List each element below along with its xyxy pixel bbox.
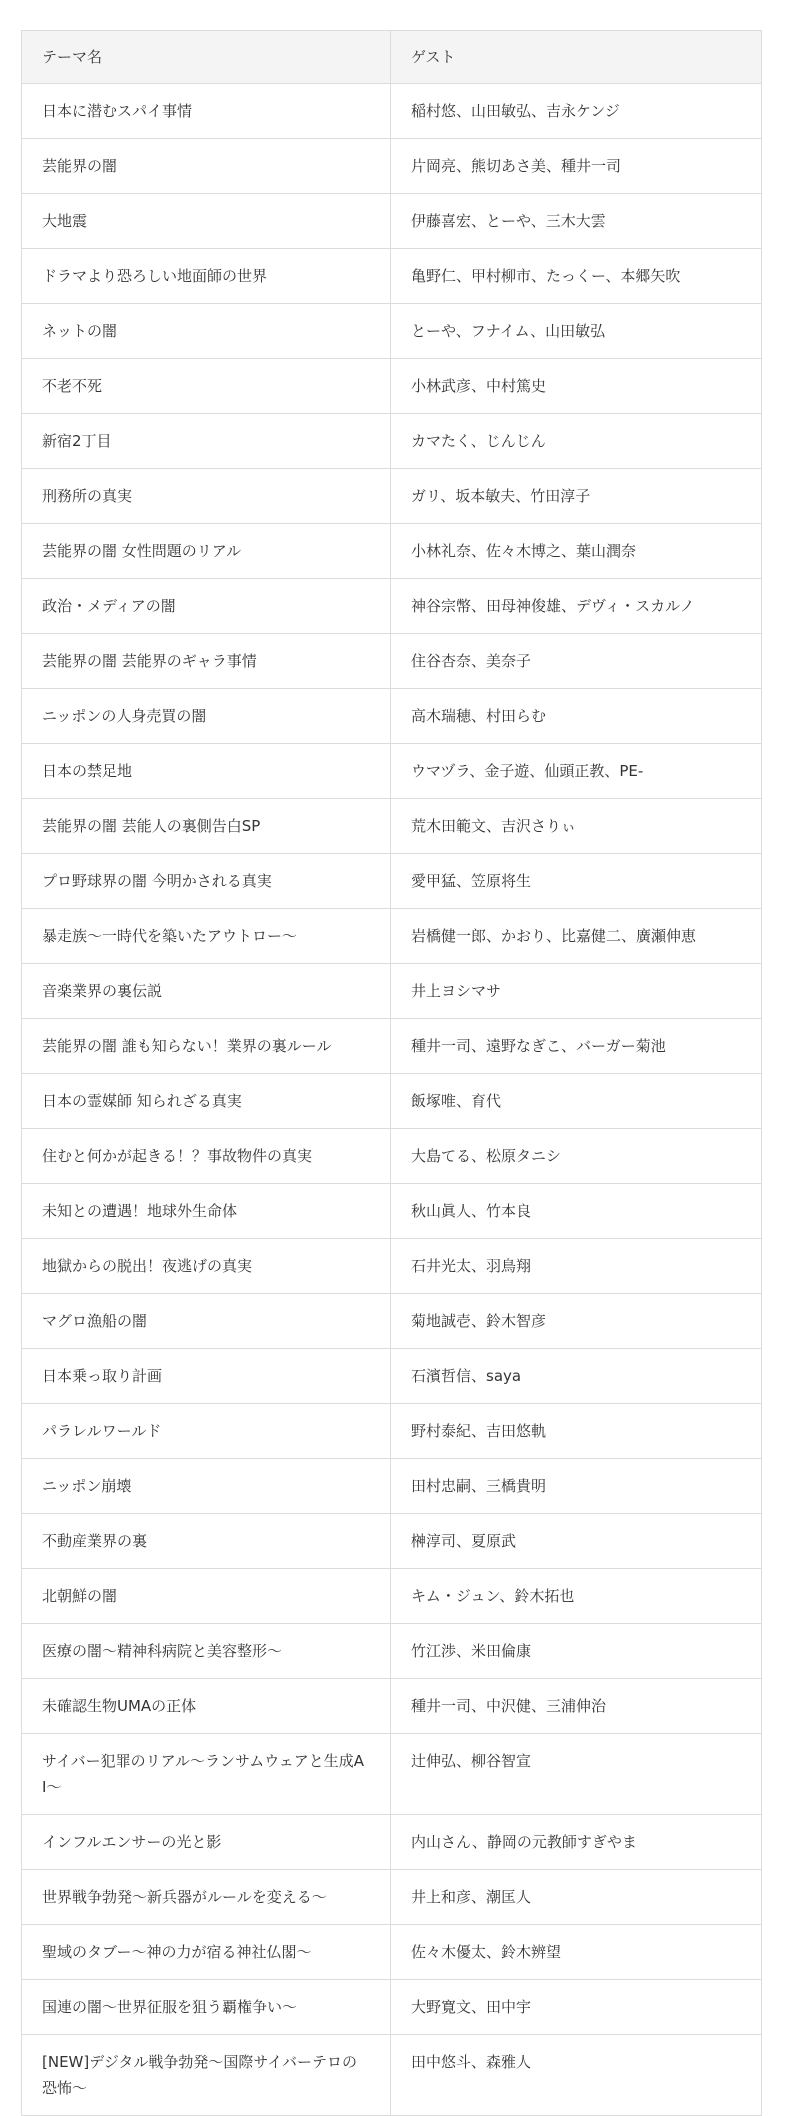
guest-cell: ガリ、坂本敏夫、竹田淳子 <box>391 469 762 524</box>
guest-cell: 田村忠嗣、三橋貴明 <box>391 1459 762 1514</box>
guest-cell: 荒木田範文、吉沢さりぃ <box>391 799 762 854</box>
guest-cell: 片岡亮、熊切あさ美、種井一司 <box>391 139 762 194</box>
guest-cell: 佐々木優太、鈴木辨望 <box>391 1925 762 1980</box>
theme-cell: 未知との遭遇！地球外生命体 <box>22 1184 391 1239</box>
theme-cell: ネットの闇 <box>22 304 391 359</box>
table-row <box>22 1514 762 1569</box>
table-row <box>22 1239 762 1294</box>
table-row <box>22 1294 762 1349</box>
guest-cell: 神谷宗幣、田母神俊雄、デヴィ・スカルノ <box>391 579 762 634</box>
table-row <box>22 304 762 359</box>
table-body <box>22 84 762 2116</box>
guest-cell: 大島てる、松原タニシ <box>391 1129 762 1184</box>
theme-cell: インフルエンサーの光と影 <box>22 1815 391 1870</box>
theme-cell: 芸能界の闇 女性問題のリアル <box>22 524 391 579</box>
theme-cell: プロ野球界の闇 今明かされる真実 <box>22 854 391 909</box>
theme-cell: パラレルワールド <box>22 1404 391 1459</box>
header-guest: ゲスト <box>391 31 762 84</box>
guest-cell: 石井光太、羽鳥翔 <box>391 1239 762 1294</box>
table-row <box>22 1404 762 1459</box>
guest-cell: ウマヅラ、金子遊、仙頭正教、PE- <box>391 744 762 799</box>
table-row <box>22 909 762 964</box>
guest-cell: 竹江渉、米田倫康 <box>391 1624 762 1679</box>
table-row <box>22 1129 762 1184</box>
guest-cell: とーや、フナイム、山田敏弘 <box>391 304 762 359</box>
table-row <box>22 1349 762 1404</box>
theme-cell: 地獄からの脱出！夜逃げの真実 <box>22 1239 391 1294</box>
table-row <box>22 689 762 744</box>
theme-cell: サイバー犯罪のリアル〜ランサムウェアと生成AI〜 <box>22 1734 391 1815</box>
guest-cell: 野村泰紀、吉田悠軌 <box>391 1404 762 1459</box>
guest-cell: カマたく、じんじん <box>391 414 762 469</box>
table-row <box>22 359 762 414</box>
guest-cell: 石濱哲信、saya <box>391 1349 762 1404</box>
theme-cell: 芸能界の闇 芸能界のギャラ事情 <box>22 634 391 689</box>
table-row <box>22 1074 762 1129</box>
table-row <box>22 1734 762 1815</box>
table-row <box>22 194 762 249</box>
table-row <box>22 1459 762 1514</box>
guest-cell: 秋山眞人、竹本良 <box>391 1184 762 1239</box>
guest-cell: 住谷杏奈、美奈子 <box>391 634 762 689</box>
theme-cell: ニッポン崩壊 <box>22 1459 391 1514</box>
table-row <box>22 1569 762 1624</box>
guest-cell: 田中悠斗、森雅人 <box>391 2035 762 2116</box>
table-row <box>22 1815 762 1870</box>
guest-cell: 辻伸弘、柳谷智宣 <box>391 1734 762 1815</box>
theme-cell: 新宿2丁目 <box>22 414 391 469</box>
table-row <box>22 414 762 469</box>
header-theme: テーマ名 <box>22 31 391 84</box>
theme-cell: 暴走族〜一時代を築いたアウトロー〜 <box>22 909 391 964</box>
table-row <box>22 799 762 854</box>
theme-cell: 未確認生物UMAの正体 <box>22 1679 391 1734</box>
theme-cell: [NEW]デジタル戦争勃発〜国際サイバーテロの恐怖〜 <box>22 2035 391 2116</box>
theme-cell: 住むと何かが起きる！？事故物件の真実 <box>22 1129 391 1184</box>
theme-cell: 国連の闇〜世界征服を狙う覇権争い〜 <box>22 1980 391 2035</box>
guest-cell: 愛甲猛、笠原将生 <box>391 854 762 909</box>
table-row <box>22 634 762 689</box>
guest-cell: 内山さん、静岡の元教師すぎやま <box>391 1815 762 1870</box>
theme-cell: 刑務所の真実 <box>22 469 391 524</box>
guest-cell: 稲村悠、山田敏弘、吉永ケンジ <box>391 84 762 139</box>
table-row <box>22 1870 762 1925</box>
table-row <box>22 854 762 909</box>
theme-cell: 世界戦争勃発〜新兵器がルールを変える〜 <box>22 1870 391 1925</box>
guest-cell: 高木瑞穂、村田らむ <box>391 689 762 744</box>
guest-cell: 飯塚唯、育代 <box>391 1074 762 1129</box>
table-row <box>22 1980 762 2035</box>
guest-cell: 種井一司、中沢健、三浦伸治 <box>391 1679 762 1734</box>
guest-cell: 井上ヨシマサ <box>391 964 762 1019</box>
guest-cell: キム・ジュン、鈴木拓也 <box>391 1569 762 1624</box>
table-row <box>22 579 762 634</box>
table-row <box>22 524 762 579</box>
table-row <box>22 744 762 799</box>
guest-cell: 小林武彦、中村篤史 <box>391 359 762 414</box>
theme-cell: 芸能界の闇 <box>22 139 391 194</box>
guest-cell: 井上和彦、潮匡人 <box>391 1870 762 1925</box>
table-row <box>22 1019 762 1074</box>
table-row <box>22 139 762 194</box>
theme-cell: 大地震 <box>22 194 391 249</box>
guest-cell: 小林礼奈、佐々木博之、葉山潤奈 <box>391 524 762 579</box>
table-row <box>22 1925 762 1980</box>
guest-cell: 伊藤喜宏、とーや、三木大雲 <box>391 194 762 249</box>
table-header <box>22 31 762 84</box>
table-row <box>22 249 762 304</box>
table-row <box>22 84 762 139</box>
guest-cell: 岩橋健一郎、かおり、比嘉健二、廣瀬伸恵 <box>391 909 762 964</box>
theme-cell: 聖域のタブー〜神の力が宿る神社仏閣〜 <box>22 1925 391 1980</box>
guest-cell: 種井一司、遠野なぎこ、バーガー菊池 <box>391 1019 762 1074</box>
theme-cell: 日本の霊媒師 知られざる真実 <box>22 1074 391 1129</box>
guest-cell: 亀野仁、甲村柳市、たっくー、本郷矢吹 <box>391 249 762 304</box>
theme-cell: 日本乗っ取り計画 <box>22 1349 391 1404</box>
table-row <box>22 469 762 524</box>
guest-cell: 菊地誠壱、鈴木智彦 <box>391 1294 762 1349</box>
theme-cell: 日本に潜むスパイ事情 <box>22 84 391 139</box>
theme-cell: マグロ漁船の闇 <box>22 1294 391 1349</box>
theme-cell: 日本の禁足地 <box>22 744 391 799</box>
table-row <box>22 1679 762 1734</box>
table-row <box>22 964 762 1019</box>
theme-cell: 政治・メディアの闇 <box>22 579 391 634</box>
theme-cell: 医療の闇〜精神科病院と美容整形〜 <box>22 1624 391 1679</box>
theme-cell: ニッポンの人身売買の闇 <box>22 689 391 744</box>
guest-cell: 大野寛文、田中宇 <box>391 1980 762 2035</box>
theme-cell: 北朝鮮の闇 <box>22 1569 391 1624</box>
table-row <box>22 1184 762 1239</box>
theme-guest-table <box>21 30 762 2116</box>
theme-cell: ドラマより恐ろしい地面師の世界 <box>22 249 391 304</box>
theme-cell: 芸能界の闇 芸能人の裏側告白SP <box>22 799 391 854</box>
theme-cell: 芸能界の闇 誰も知らない！業界の裏ルール <box>22 1019 391 1074</box>
header-row <box>22 31 762 84</box>
content <box>21 30 761 2116</box>
theme-cell: 不動産業界の裏 <box>22 1514 391 1569</box>
table-row <box>22 1624 762 1679</box>
theme-cell: 不老不死 <box>22 359 391 414</box>
theme-cell: 音楽業界の裏伝説 <box>22 964 391 1019</box>
guest-cell: 榊淳司、夏原武 <box>391 1514 762 1569</box>
table-row <box>22 2035 762 2116</box>
